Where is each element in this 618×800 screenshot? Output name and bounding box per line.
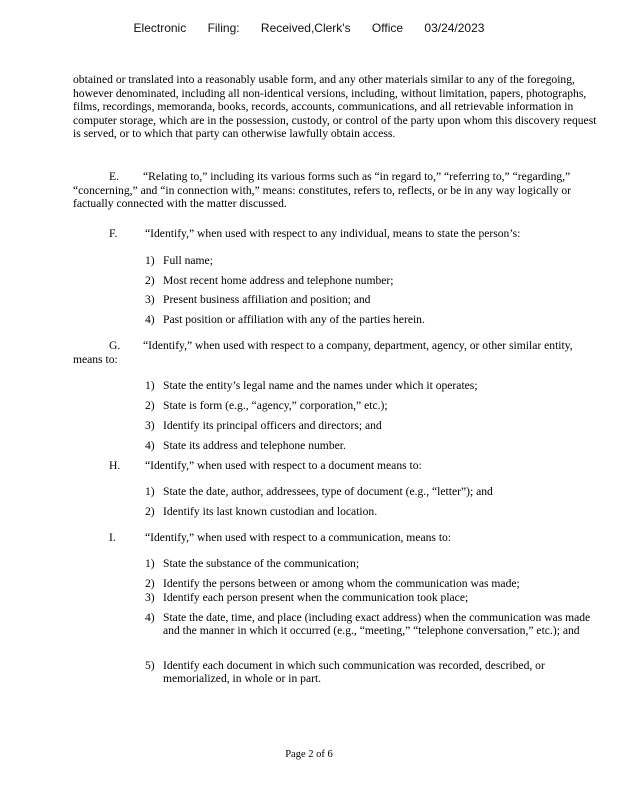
list-item-text: State the substance of the communication;: [163, 557, 360, 570]
list-item-text: State the date, time, and place (including exact address) when the communication was made and the manner in which it occurred (e.g., “meeting,” “telephone conversation,” etc.); and: [163, 611, 591, 638]
list-item-number: 1): [145, 557, 155, 570]
list-item-text: State is form (e.g., “agency,” corporation,” etc.);: [163, 399, 388, 412]
list-item: [145, 611, 605, 637]
header-office: Office: [371, 21, 404, 35]
list-item-text: Past position or affiliation with any of the parties herein.: [163, 313, 425, 326]
list-item-text: Identify each person present when the communication took place;: [163, 591, 469, 604]
list-item-text: Identify its last known custodian and location.: [163, 505, 378, 518]
list-item: [145, 254, 605, 267]
list-item: [145, 379, 605, 392]
section-e-label: E.: [109, 170, 119, 183]
section-g-label: G.: [109, 339, 121, 352]
list-item-number: 5): [145, 659, 155, 672]
list-item-number: 4): [145, 611, 155, 624]
header-received: Received,Clerk's: [260, 21, 351, 35]
section-e-text: “Relating to,” including its various forms such as “in regard to,” “referring to,” “regarding,” “concerning,” and “in connection with,” means: constitutes, refers to, reflects, or be in any way logically or factually connected with the matter discussed.: [73, 170, 572, 211]
list-item-number: 2): [145, 505, 155, 518]
list-item-number: 3): [145, 293, 155, 306]
list-item: [145, 419, 605, 432]
list-item-text: Most recent home address and telephone number;: [163, 274, 394, 287]
list-item-number: 1): [145, 254, 155, 267]
list-item-text: Full name;: [163, 254, 213, 267]
list-item-number: 1): [145, 485, 155, 498]
list-item: [145, 293, 605, 306]
list-item-number: 2): [145, 577, 155, 590]
header-electronic: Electronic: [133, 21, 187, 35]
page-number: Page 2 of 6: [285, 749, 333, 760]
section-h-label: H.: [109, 459, 121, 472]
list-item: [145, 274, 605, 287]
list-item: [145, 439, 605, 452]
list-item: [145, 659, 605, 685]
list-item-text: Identify each document in which such communication was recorded, described, or memorialized, in whole or in part.: [163, 659, 545, 686]
section-h-text: “Identify,” when used with respect to a document means to:: [145, 459, 422, 472]
section-g-text: “Identify,” when used with respect to a company, department, agency, or other similar entity, means to:: [73, 339, 573, 366]
list-item-number: 3): [145, 591, 155, 604]
list-item-number: 2): [145, 399, 155, 412]
list-item: [145, 485, 605, 498]
list-item: [145, 313, 605, 326]
list-item-text: Identify the persons between or among whom the communication was made;: [163, 577, 520, 590]
list-item: [145, 591, 605, 604]
section-e: [73, 170, 603, 211]
section-f-text: “Identify,” when used with respect to any individual, means to state the person’s:: [145, 227, 521, 240]
list-item: [145, 557, 605, 570]
list-item-text: State the date, author, addressees, type of document (e.g., “letter”); and: [163, 485, 493, 498]
list-item: [145, 505, 605, 518]
section-g: [73, 339, 603, 366]
section-i-text: “Identify,” when used with respect to a communication, means to:: [145, 531, 452, 544]
list-item: [145, 399, 605, 412]
intro-paragraph: obtained or translated into a reasonably usable form, and any other materials similar to any of the foregoing, however denominated, including all non-identical versions, including, without limitation, papers, photographs, films, recordings, memoranda, books, records, accounts, communications, and all retrievable information in computer storage, which are in the possession, custody, or control of the party upon whom this discovery request is served, or to which that party can otherwise lawfully obtain access.: [73, 73, 597, 141]
section-f-label: F.: [109, 227, 118, 240]
list-item-number: 2): [145, 274, 155, 287]
section-i-label: I.: [109, 531, 116, 544]
list-item-number: 4): [145, 313, 155, 326]
list-item-text: State the entity’s legal name and the names under which it operates;: [163, 379, 478, 392]
list-item-text: State its address and telephone number.: [163, 439, 346, 452]
list-item-number: 4): [145, 439, 155, 452]
list-item-number: 1): [145, 379, 155, 392]
list-item: [145, 577, 605, 590]
list-item-text: Identify its principal officers and directors; and: [163, 419, 382, 432]
header-date: 03/24/2023: [424, 21, 485, 35]
list-item-text: Present business affiliation and position; and: [163, 293, 371, 306]
header-filing: Filing:: [207, 21, 240, 35]
list-item-number: 3): [145, 419, 155, 432]
filing-header: [0, 21, 618, 35]
